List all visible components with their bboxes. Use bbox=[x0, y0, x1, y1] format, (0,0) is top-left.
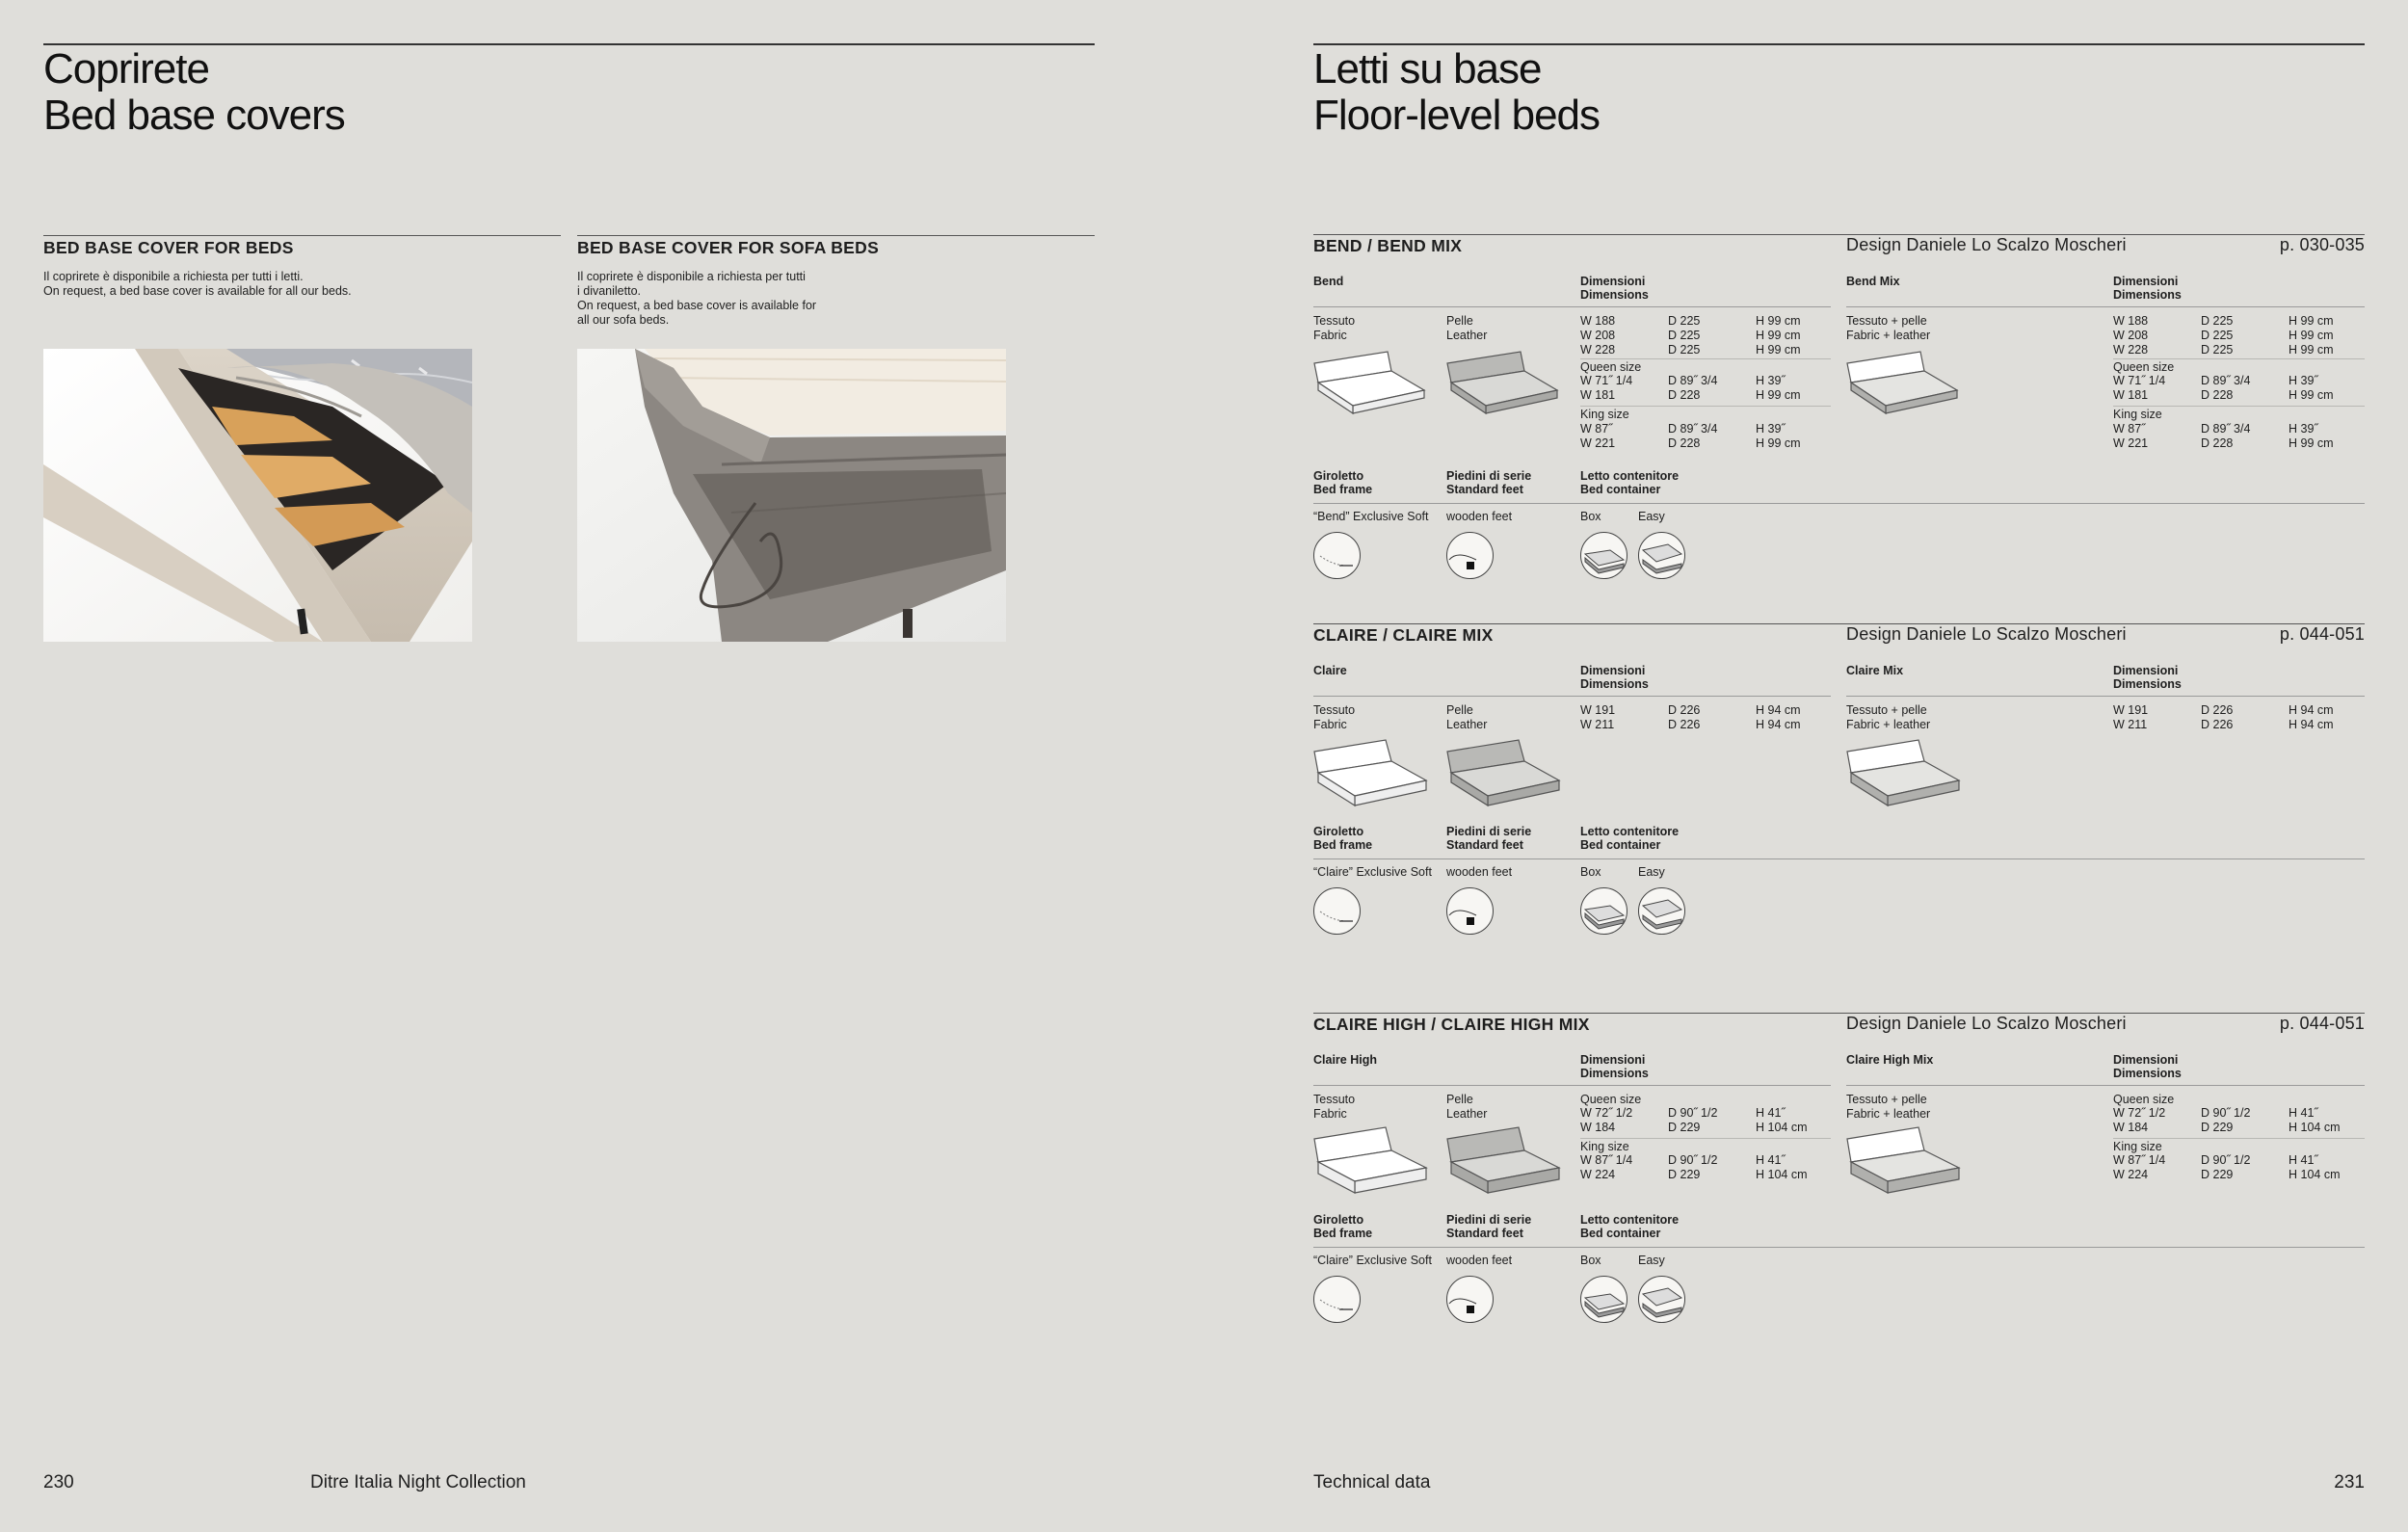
col2-text-line: On request, a bed base cover is available for bbox=[577, 299, 817, 312]
dim-h: H 39˝ bbox=[2289, 374, 2318, 387]
fabric-label-en: Fabric bbox=[1313, 718, 1347, 731]
dim-h: H 99 cm bbox=[1756, 436, 1801, 450]
dim-w: W 71˝ 1/4 bbox=[2113, 374, 2166, 387]
frame-icon bbox=[1313, 887, 1361, 935]
frame-label-it: Giroletto bbox=[1313, 469, 1364, 483]
dims-label-it: Dimensioni bbox=[1580, 664, 1646, 677]
feet-label-en: Standard feet bbox=[1446, 1227, 1523, 1240]
spec-rule bbox=[1313, 1247, 2365, 1248]
mix-label-en: Fabric + leather bbox=[1846, 1107, 1931, 1121]
dim-h: H 99 cm bbox=[1756, 329, 1801, 342]
model-b-name: Bend Mix bbox=[1846, 275, 1900, 288]
fabric-label bbox=[1313, 314, 1355, 343]
easy-container-icon bbox=[1638, 532, 1685, 579]
dims-label-it: Dimensioni bbox=[1580, 275, 1646, 288]
dim-w: W 87˝ 1/4 bbox=[1580, 1153, 1633, 1167]
feet-value: wooden feet bbox=[1446, 510, 1513, 523]
dims-row-rule bbox=[2113, 358, 2365, 359]
dim-d: D 229 bbox=[1668, 1168, 1701, 1181]
dim-d: D 90˝ 1/2 bbox=[2201, 1106, 2251, 1120]
mix-label bbox=[1846, 703, 1930, 732]
dim-d: D 226 bbox=[1668, 718, 1701, 731]
dim-w: W 221 bbox=[1580, 436, 1616, 450]
box-label: Box bbox=[1580, 1254, 1601, 1267]
dims-label-b bbox=[2113, 664, 2182, 691]
container-label bbox=[1580, 1213, 1679, 1240]
dim-h: H 99 cm bbox=[2289, 388, 2334, 402]
right-page-number: 231 bbox=[2334, 1472, 2365, 1492]
frame-icon bbox=[1313, 532, 1361, 579]
section-designer: Design Daniele Lo Scalzo Moscheri bbox=[1846, 1014, 2127, 1033]
dims-label-b bbox=[2113, 1053, 2182, 1080]
right-title-line1: Letti su base bbox=[1313, 45, 1542, 92]
dim-d: D 228 bbox=[2201, 436, 2234, 450]
model-b-name: Claire Mix bbox=[1846, 664, 1904, 677]
section-rule bbox=[1313, 623, 2365, 624]
container-label-en: Bed container bbox=[1580, 838, 1661, 852]
spec-rule bbox=[1313, 503, 2365, 504]
frame-label bbox=[1313, 1213, 1372, 1240]
dims-label-it: Dimensioni bbox=[2113, 275, 2179, 288]
dim-w: W 181 bbox=[2113, 388, 2149, 402]
mix-label-it: Tessuto + pelle bbox=[1846, 314, 1927, 328]
leather-label-it: Pelle bbox=[1446, 1093, 1473, 1106]
feet-label-it: Piedini di serie bbox=[1446, 1213, 1532, 1227]
col2-heading: BED BASE COVER FOR SOFA BEDS bbox=[577, 238, 880, 257]
right-title-line2: Floor-level beds bbox=[1313, 92, 1601, 139]
easy-container-icon bbox=[1638, 1276, 1685, 1323]
dims-row-rule bbox=[1580, 358, 1831, 359]
fabric-label-it: Tessuto bbox=[1313, 703, 1356, 717]
dim-size-label: King size bbox=[1580, 408, 1629, 421]
container-label bbox=[1580, 825, 1679, 852]
box-container-icon bbox=[1580, 532, 1627, 579]
section-designer: Design Daniele Lo Scalzo Moscheri bbox=[1846, 624, 2127, 644]
col1-text bbox=[43, 270, 352, 299]
container-label-en: Bed container bbox=[1580, 1227, 1661, 1240]
fabric-label-en: Fabric bbox=[1313, 329, 1347, 342]
frame-label-en: Bed frame bbox=[1313, 483, 1373, 496]
dim-d: D 226 bbox=[2201, 718, 2234, 731]
container-label-en: Bed container bbox=[1580, 483, 1661, 496]
dim-h: H 104 cm bbox=[1756, 1121, 1808, 1134]
dim-d: D 225 bbox=[2201, 329, 2234, 342]
leather-label-en: Leather bbox=[1446, 718, 1488, 731]
dim-d: D 225 bbox=[2201, 343, 2234, 357]
dims-label-en: Dimensions bbox=[2113, 677, 2182, 691]
bed-leather-sketch bbox=[1445, 350, 1561, 417]
dims-label-en: Dimensions bbox=[1580, 677, 1649, 691]
dim-h: H 99 cm bbox=[1756, 388, 1801, 402]
dims-label-b bbox=[2113, 275, 2182, 302]
feet-label bbox=[1446, 825, 1531, 852]
mix-label-en: Fabric + leather bbox=[1846, 718, 1931, 731]
sofa-bed-cover-photo bbox=[577, 349, 1006, 642]
bed-mix-sketch bbox=[1845, 738, 1963, 807]
dim-size-label: King size bbox=[2113, 408, 2162, 421]
section-pages: p. 030-035 bbox=[2279, 235, 2365, 254]
mix-label-it: Tessuto + pelle bbox=[1846, 703, 1927, 717]
dim-d: D 226 bbox=[1668, 703, 1701, 717]
dim-h: H 41˝ bbox=[2289, 1106, 2318, 1120]
fabric-label-it: Tessuto bbox=[1313, 314, 1356, 328]
dim-d: D 89˝ 3/4 bbox=[2201, 374, 2251, 387]
dims-rule-b bbox=[1846, 306, 2365, 307]
leather-label bbox=[1446, 703, 1487, 732]
left-title bbox=[43, 46, 345, 139]
dim-d: D 89˝ 3/4 bbox=[1668, 374, 1718, 387]
dim-d: D 225 bbox=[1668, 343, 1701, 357]
feet-label bbox=[1446, 1213, 1531, 1240]
dim-d: D 90˝ 1/2 bbox=[2201, 1153, 2251, 1167]
dim-w: W 211 bbox=[2113, 718, 2148, 731]
dim-h: H 104 cm bbox=[2289, 1121, 2341, 1134]
dim-w: W 72˝ 1/2 bbox=[1580, 1106, 1633, 1120]
dim-h: H 94 cm bbox=[1756, 718, 1801, 731]
section-title: BEND / BEND MIX bbox=[1313, 236, 1463, 255]
dim-w: W 87˝ 1/4 bbox=[2113, 1153, 2166, 1167]
mix-label bbox=[1846, 1093, 1930, 1122]
dim-w: W 228 bbox=[1580, 343, 1616, 357]
dim-h: H 94 cm bbox=[1756, 703, 1801, 717]
dims-label bbox=[1580, 664, 1649, 691]
mix-label-en: Fabric + leather bbox=[1846, 329, 1931, 342]
section-designer: Design Daniele Lo Scalzo Moscheri bbox=[1846, 235, 2127, 254]
dim-w: W 188 bbox=[1580, 314, 1616, 328]
left-title-line2: Bed base covers bbox=[43, 92, 345, 139]
mix-label bbox=[1846, 314, 1930, 343]
bed-mix-sketch bbox=[1845, 350, 1961, 417]
bed-fabric-sketch bbox=[1312, 1125, 1430, 1195]
dim-w: W 228 bbox=[2113, 343, 2149, 357]
container-label-it: Letto contenitore bbox=[1580, 825, 1680, 838]
dims-rule bbox=[1313, 696, 1831, 697]
section-rule bbox=[1313, 234, 2365, 235]
dim-w: W 224 bbox=[2113, 1168, 2149, 1181]
easy-label: Easy bbox=[1638, 510, 1665, 523]
dim-h: H 39˝ bbox=[2289, 422, 2318, 436]
dim-w: W 191 bbox=[2113, 703, 2149, 717]
col1-heading: BED BASE COVER FOR BEDS bbox=[43, 238, 294, 257]
frame-label-en: Bed frame bbox=[1313, 838, 1373, 852]
easy-label: Easy bbox=[1638, 865, 1665, 879]
leather-label bbox=[1446, 314, 1487, 343]
frame-value: “Claire” Exclusive Soft bbox=[1313, 1254, 1432, 1267]
dim-w: W 184 bbox=[1580, 1121, 1616, 1134]
dim-d: D 228 bbox=[1668, 436, 1701, 450]
col1-rule bbox=[43, 235, 561, 236]
container-label-it: Letto contenitore bbox=[1580, 1213, 1680, 1227]
dim-d: D 229 bbox=[1668, 1121, 1701, 1134]
dims-rule-b bbox=[1846, 1085, 2365, 1086]
dims-label-en: Dimensions bbox=[1580, 1067, 1649, 1080]
dim-d: D 90˝ 1/2 bbox=[1668, 1106, 1718, 1120]
model-b-name: Claire High Mix bbox=[1846, 1053, 1934, 1067]
feet-label-it: Piedini di serie bbox=[1446, 469, 1532, 483]
dim-h: H 99 cm bbox=[2289, 314, 2334, 328]
left-title-line1: Coprirete bbox=[43, 45, 209, 92]
dim-w: W 221 bbox=[2113, 436, 2149, 450]
dim-w: W 191 bbox=[1580, 703, 1616, 717]
frame-label bbox=[1313, 825, 1372, 852]
col2-rule bbox=[577, 235, 1095, 236]
leather-label-it: Pelle bbox=[1446, 703, 1473, 717]
section-pages: p. 044-051 bbox=[2279, 1014, 2365, 1033]
dim-h: H 94 cm bbox=[2289, 703, 2334, 717]
section-pages: p. 044-051 bbox=[2279, 624, 2365, 644]
wooden-feet-icon bbox=[1446, 887, 1494, 935]
dims-label-en: Dimensions bbox=[1580, 288, 1649, 302]
dim-d: D 229 bbox=[2201, 1121, 2234, 1134]
right-title bbox=[1313, 46, 1600, 139]
dim-w: W 87˝ bbox=[1580, 422, 1613, 436]
collection-name: Ditre Italia Night Collection bbox=[310, 1472, 526, 1492]
bed-leather-sketch bbox=[1445, 1125, 1563, 1195]
dim-d: D 226 bbox=[2201, 703, 2234, 717]
dims-label-it: Dimensioni bbox=[1580, 1053, 1646, 1067]
dim-h: H 94 cm bbox=[2289, 718, 2334, 731]
feet-label bbox=[1446, 469, 1531, 496]
dim-w: W 211 bbox=[1580, 718, 1615, 731]
col2-text-line: Il coprirete è disponibile a richiesta per tutti bbox=[577, 270, 806, 283]
dim-w: W 188 bbox=[2113, 314, 2149, 328]
dims-rule bbox=[1313, 306, 1831, 307]
dims-label-it: Dimensioni bbox=[2113, 664, 2179, 677]
easy-container-icon bbox=[1638, 887, 1685, 935]
dims-row-rule bbox=[1580, 406, 1831, 407]
mix-label-it: Tessuto + pelle bbox=[1846, 1093, 1927, 1106]
frame-label-en: Bed frame bbox=[1313, 1227, 1373, 1240]
bed-leather-sketch bbox=[1445, 738, 1563, 807]
col2-text bbox=[577, 270, 816, 328]
dim-w: W 224 bbox=[1580, 1168, 1616, 1181]
dim-d: D 229 bbox=[2201, 1168, 2234, 1181]
dims-row-rule bbox=[2113, 406, 2365, 407]
frame-icon bbox=[1313, 1276, 1361, 1323]
dim-w: W 184 bbox=[2113, 1121, 2149, 1134]
leather-label-en: Leather bbox=[1446, 329, 1488, 342]
col1-text-line: Il coprirete è disponibile a richiesta per tutti i letti. bbox=[43, 270, 304, 283]
feet-label-en: Standard feet bbox=[1446, 838, 1523, 852]
footer-label: Technical data bbox=[1313, 1472, 1431, 1492]
dim-d: D 228 bbox=[1668, 388, 1701, 402]
dims-label-en: Dimensions bbox=[2113, 288, 2182, 302]
dim-size-label: Queen size bbox=[2113, 360, 2175, 374]
dim-d: D 89˝ 3/4 bbox=[2201, 422, 2251, 436]
dims-row-rule bbox=[2113, 1138, 2365, 1139]
dim-size-label: King size bbox=[1580, 1140, 1629, 1153]
dim-d: D 225 bbox=[2201, 314, 2234, 328]
wooden-feet-icon bbox=[1446, 1276, 1494, 1323]
dim-h: H 39˝ bbox=[1756, 422, 1786, 436]
frame-value: “Claire” Exclusive Soft bbox=[1313, 865, 1432, 879]
fabric-label-en: Fabric bbox=[1313, 1107, 1347, 1121]
col2-text-line: all our sofa beds. bbox=[577, 313, 670, 327]
dim-w: W 72˝ 1/2 bbox=[2113, 1106, 2166, 1120]
model-a-name: Claire bbox=[1313, 664, 1347, 677]
dim-w: W 208 bbox=[1580, 329, 1616, 342]
leather-label-en: Leather bbox=[1446, 1107, 1488, 1121]
feet-label-en: Standard feet bbox=[1446, 483, 1523, 496]
wooden-feet-icon bbox=[1446, 532, 1494, 579]
dim-h: H 99 cm bbox=[1756, 343, 1801, 357]
bed-base-cover-photo bbox=[43, 349, 472, 642]
dim-h: H 104 cm bbox=[1756, 1168, 1808, 1181]
dim-h: H 99 cm bbox=[2289, 329, 2334, 342]
dim-h: H 99 cm bbox=[2289, 343, 2334, 357]
fabric-label-it: Tessuto bbox=[1313, 1093, 1356, 1106]
frame-label-it: Giroletto bbox=[1313, 1213, 1364, 1227]
model-a-name: Claire High bbox=[1313, 1053, 1377, 1067]
feet-value: wooden feet bbox=[1446, 1254, 1513, 1267]
dim-size-label: King size bbox=[2113, 1140, 2162, 1153]
spec-rule bbox=[1313, 858, 2365, 859]
dim-h: H 99 cm bbox=[2289, 436, 2334, 450]
dims-row-rule bbox=[1580, 1138, 1831, 1139]
col2-text-line: i divaniletto. bbox=[577, 284, 642, 298]
easy-label: Easy bbox=[1638, 1254, 1665, 1267]
dim-size-label: Queen size bbox=[1580, 360, 1642, 374]
section-title: CLAIRE / CLAIRE MIX bbox=[1313, 625, 1494, 645]
dim-h: H 99 cm bbox=[1756, 314, 1801, 328]
left-page-number: 230 bbox=[43, 1472, 74, 1492]
dim-h: H 41˝ bbox=[1756, 1106, 1786, 1120]
dim-d: D 225 bbox=[1668, 314, 1701, 328]
box-label: Box bbox=[1580, 865, 1601, 879]
container-label bbox=[1580, 469, 1679, 496]
box-container-icon bbox=[1580, 887, 1627, 935]
frame-label bbox=[1313, 469, 1372, 496]
section-rule bbox=[1313, 1013, 2365, 1014]
frame-label-it: Giroletto bbox=[1313, 825, 1364, 838]
bed-fabric-sketch bbox=[1312, 738, 1430, 807]
model-a-name: Bend bbox=[1313, 275, 1344, 288]
fabric-label bbox=[1313, 703, 1355, 732]
dim-size-label: Queen size bbox=[2113, 1093, 2175, 1106]
dim-w: W 181 bbox=[1580, 388, 1616, 402]
box-label: Box bbox=[1580, 510, 1601, 523]
leather-label bbox=[1446, 1093, 1487, 1122]
dim-w: W 208 bbox=[2113, 329, 2149, 342]
leather-label-it: Pelle bbox=[1446, 314, 1473, 328]
feet-value: wooden feet bbox=[1446, 865, 1513, 879]
dim-d: D 225 bbox=[1668, 329, 1701, 342]
fabric-label bbox=[1313, 1093, 1355, 1122]
dims-label-it: Dimensioni bbox=[2113, 1053, 2179, 1067]
dims-label bbox=[1580, 275, 1649, 302]
dim-d: D 89˝ 3/4 bbox=[1668, 422, 1718, 436]
dim-size-label: Queen size bbox=[1580, 1093, 1642, 1106]
container-label-it: Letto contenitore bbox=[1580, 469, 1680, 483]
dims-rule-b bbox=[1846, 696, 2365, 697]
dim-w: W 87˝ bbox=[2113, 422, 2146, 436]
dim-h: H 104 cm bbox=[2289, 1168, 2341, 1181]
col1-text-line: On request, a bed base cover is available for all our beds. bbox=[43, 284, 352, 298]
dim-h: H 39˝ bbox=[1756, 374, 1786, 387]
dims-label bbox=[1580, 1053, 1649, 1080]
dim-d: D 90˝ 1/2 bbox=[1668, 1153, 1718, 1167]
feet-label-it: Piedini di serie bbox=[1446, 825, 1532, 838]
dim-w: W 71˝ 1/4 bbox=[1580, 374, 1633, 387]
bed-fabric-sketch bbox=[1312, 350, 1428, 417]
dims-label-en: Dimensions bbox=[2113, 1067, 2182, 1080]
frame-value: “Bend” Exclusive Soft bbox=[1313, 510, 1429, 523]
box-container-icon bbox=[1580, 1276, 1627, 1323]
dims-rule bbox=[1313, 1085, 1831, 1086]
dim-h: H 41˝ bbox=[1756, 1153, 1786, 1167]
dim-h: H 41˝ bbox=[2289, 1153, 2318, 1167]
dim-d: D 228 bbox=[2201, 388, 2234, 402]
section-title: CLAIRE HIGH / CLAIRE HIGH MIX bbox=[1313, 1015, 1590, 1034]
bed-mix-sketch bbox=[1845, 1125, 1963, 1195]
